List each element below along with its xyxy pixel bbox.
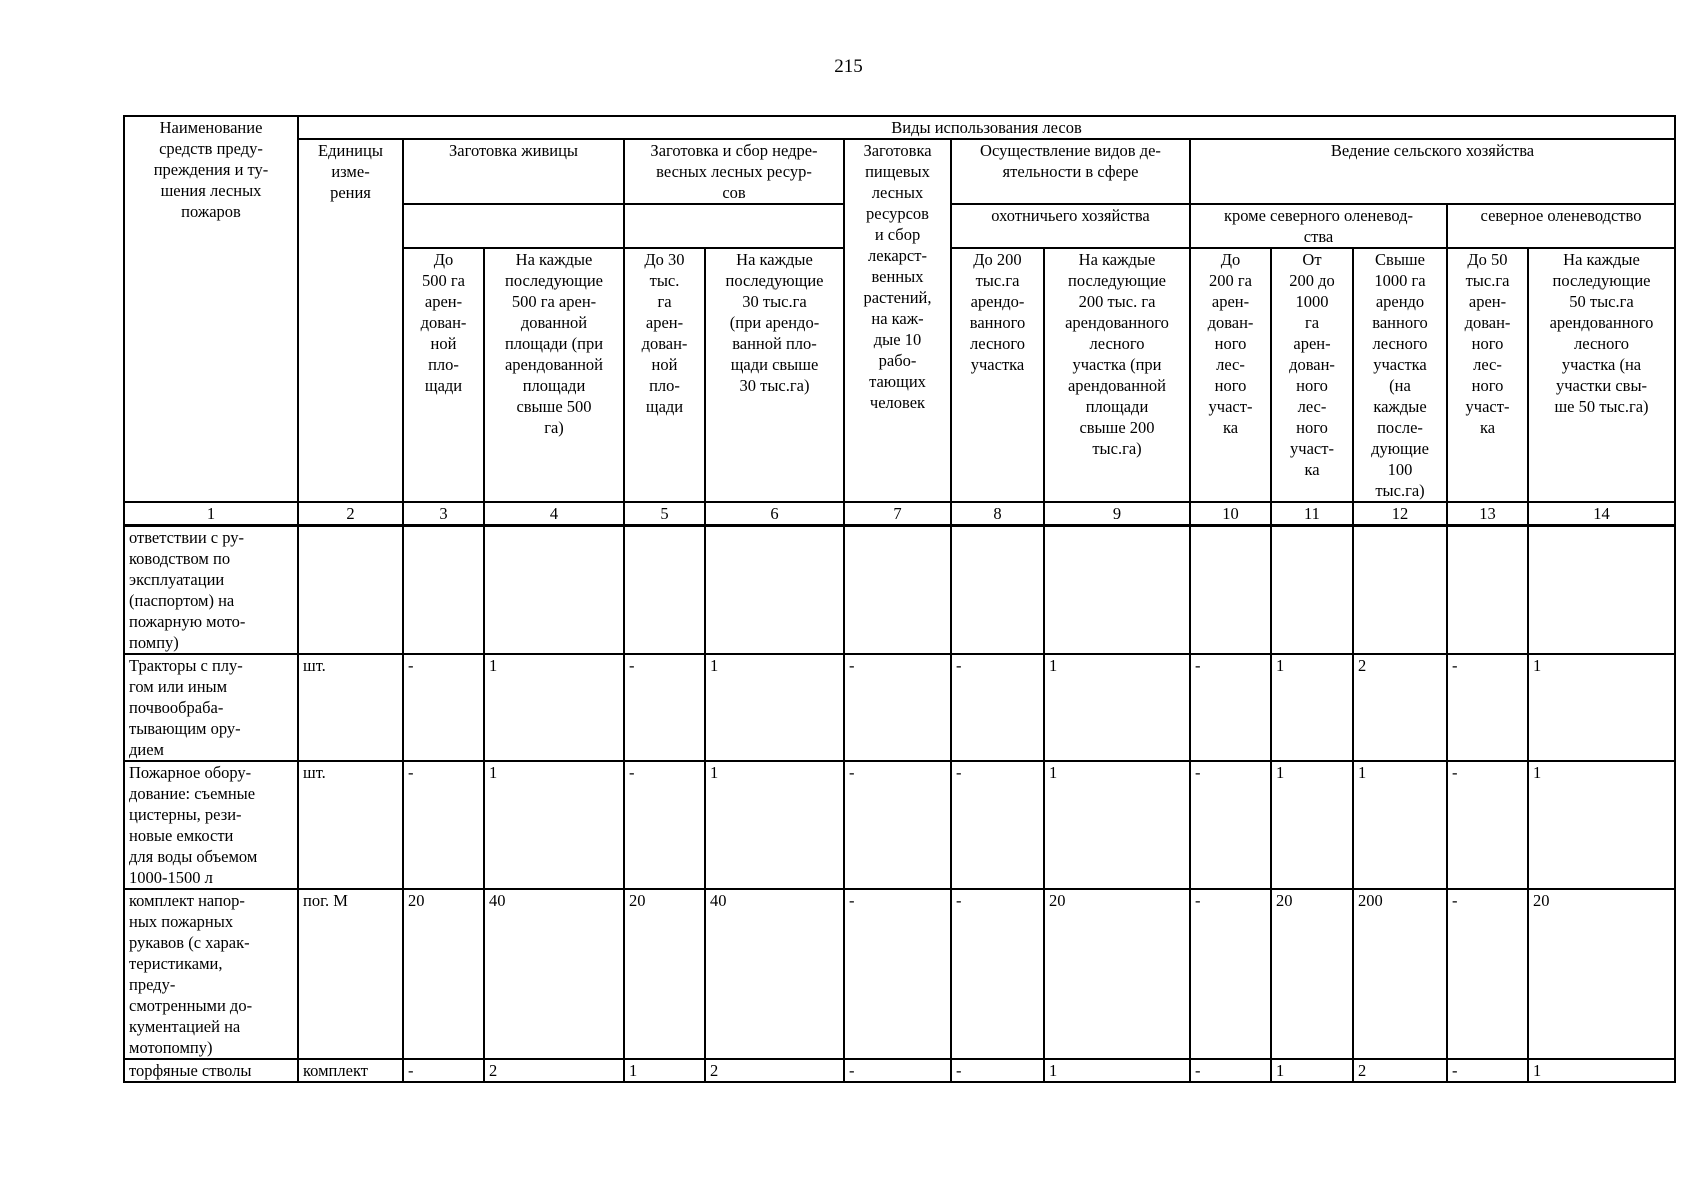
row-value: [705, 526, 844, 655]
row-value: 1: [1271, 654, 1353, 761]
row-value: [1190, 526, 1271, 655]
header-group-title: Виды использования лесов: [298, 116, 1675, 139]
header-nedrevesnye: Заготовка и сбор недре- весных лесных ресур- сов: [624, 139, 844, 204]
column-number: 10: [1190, 502, 1271, 526]
header-selkhoz: Ведение сельского хозяйства: [1190, 139, 1675, 204]
row-value: -: [844, 889, 951, 1059]
row-value: -: [951, 889, 1044, 1059]
header-sub-13: До 50 тыс.га арен- дован- ного лес- ного участ- ка: [1447, 248, 1528, 502]
column-number: 9: [1044, 502, 1190, 526]
row-name: Тракторы с плу- гом или иным почвообраба- тывающим ору- дием: [124, 654, 298, 761]
row-value: -: [403, 761, 484, 889]
column-number: 11: [1271, 502, 1353, 526]
row-value: 2: [1353, 1059, 1447, 1082]
table-row: [124, 654, 1675, 761]
row-value: -: [624, 761, 705, 889]
row-value: 20: [624, 889, 705, 1059]
column-number: 8: [951, 502, 1044, 526]
row-value: -: [1447, 889, 1528, 1059]
row-value: [484, 526, 624, 655]
row-name: ответствии с ру- ководством по эксплуатации (паспортом) на пожарную мото- помпу): [124, 526, 298, 655]
header-krome-olen: кроме северного оленевод- ства: [1190, 204, 1447, 248]
row-value: 200: [1353, 889, 1447, 1059]
table-row: [124, 526, 1675, 655]
row-value: -: [403, 654, 484, 761]
column-number: 6: [705, 502, 844, 526]
column-number: 1: [124, 502, 298, 526]
column-number: 2: [298, 502, 403, 526]
row-value: -: [951, 654, 1044, 761]
fire-equipment-table: [123, 115, 1676, 1083]
row-value: -: [1447, 761, 1528, 889]
row-unit: шт.: [298, 654, 403, 761]
header-sub-3: До 500 га арен- дован- ной пло- щади: [403, 248, 484, 502]
row-value: 1: [1271, 761, 1353, 889]
header-sub-12: Свыше 1000 га арендо ванного лесного участка (на каждые после- дующие 100 тыс.га): [1353, 248, 1447, 502]
column-number: 5: [624, 502, 705, 526]
row-value: [844, 526, 951, 655]
row-value: [403, 526, 484, 655]
row-name: Пожарное обору- дование: съемные цистерны, рези- новые емкости для воды объемом 1000-1500 л: [124, 761, 298, 889]
row-value: -: [951, 1059, 1044, 1082]
header-sub-11: От 200 до 1000 га арен- дован- ного лес- ного участ- ка: [1271, 248, 1353, 502]
row-unit: комплект: [298, 1059, 403, 1082]
row-value: 1: [1271, 1059, 1353, 1082]
row-value: 2: [484, 1059, 624, 1082]
header-units: Единицы изме- рения: [298, 139, 403, 502]
row-value: 1: [1044, 1059, 1190, 1082]
row-value: 20: [1271, 889, 1353, 1059]
header-name-col: Наименование средств преду- преждения и ту- шения лесных пожаров: [124, 116, 298, 502]
column-number: 13: [1447, 502, 1528, 526]
column-number: 7: [844, 502, 951, 526]
row-value: 2: [1353, 654, 1447, 761]
table-row: [124, 1059, 1675, 1082]
row-value: 2: [705, 1059, 844, 1082]
row-value: 40: [705, 889, 844, 1059]
row-value: [1528, 526, 1675, 655]
row-value: -: [951, 761, 1044, 889]
header-zhivitsa: Заготовка живицы: [403, 139, 624, 204]
row-value: -: [403, 1059, 484, 1082]
row-name: комплект напор- ных пожарных рукавов (с харак- теристиками, преду- смотренными до- кументацией на мотопомпу): [124, 889, 298, 1059]
row-value: 1: [1044, 761, 1190, 889]
header-sub-10: До 200 га арен- дован- ного лес- ного участ- ка: [1190, 248, 1271, 502]
header-sub-14: На каждые последующие 50 тыс.га арендованного лесного участка (на участки свы- ше 50 тыс.га): [1528, 248, 1675, 502]
row-value: [624, 526, 705, 655]
row-value: -: [844, 1059, 951, 1082]
row-value: [1044, 526, 1190, 655]
header-sub-8: До 200 тыс.га арендо- ванного лесного участка: [951, 248, 1044, 502]
row-value: 1: [705, 654, 844, 761]
row-value: -: [1447, 654, 1528, 761]
row-value: 20: [1528, 889, 1675, 1059]
row-value: -: [1190, 889, 1271, 1059]
row-value: 1: [1353, 761, 1447, 889]
row-value: 20: [1044, 889, 1190, 1059]
row-value: 1: [1528, 654, 1675, 761]
row-value: -: [1447, 1059, 1528, 1082]
row-value: 1: [624, 1059, 705, 1082]
row-value: -: [1190, 1059, 1271, 1082]
header-sub-4: На каждые последующие 500 га арен- дованной площади (при арендованной площади свыше 500 га): [484, 248, 624, 502]
row-value: 1: [484, 654, 624, 761]
row-value: -: [1190, 654, 1271, 761]
header-pishchevye: Заготовка пищевых лесных ресурсов и сбор лекарст- венных растений, на каж- дые 10 рабо- тающих человек: [844, 139, 951, 502]
row-value: 1: [705, 761, 844, 889]
table-row: [124, 889, 1675, 1059]
row-value: 1: [1528, 761, 1675, 889]
row-value: [1271, 526, 1353, 655]
header-olen: северное оленеводство: [1447, 204, 1675, 248]
row-value: 40: [484, 889, 624, 1059]
row-name: торфяные стволы: [124, 1059, 298, 1082]
header-sub-5: До 30 тыс. га арен- дован- ной пло- щади: [624, 248, 705, 502]
row-value: -: [1190, 761, 1271, 889]
row-value: 20: [403, 889, 484, 1059]
row-unit: [298, 526, 403, 655]
column-number: 14: [1528, 502, 1675, 526]
column-number: 4: [484, 502, 624, 526]
row-value: -: [844, 654, 951, 761]
header-okhota-top: Осуществление видов де- ятельности в сфере: [951, 139, 1190, 204]
row-value: 1: [484, 761, 624, 889]
column-number: 12: [1353, 502, 1447, 526]
row-value: 1: [1044, 654, 1190, 761]
row-unit: пог. М: [298, 889, 403, 1059]
row-value: [1353, 526, 1447, 655]
header-sub-6: На каждые последующие 30 тыс.га (при арендо- ванной пло- щади свыше 30 тыс.га): [705, 248, 844, 502]
row-value: [951, 526, 1044, 655]
header-okhota-bottom: охотничьего хозяйства: [951, 204, 1190, 248]
row-value: -: [624, 654, 705, 761]
row-value: [1447, 526, 1528, 655]
header-sub-9: На каждые последующие 200 тыс. га арендованного лесного участка (при арендованной площади свыше 200 тыс.га): [1044, 248, 1190, 502]
column-number: 3: [403, 502, 484, 526]
row-value: -: [844, 761, 951, 889]
table-row: [124, 761, 1675, 889]
row-unit: шт.: [298, 761, 403, 889]
page-number: 215: [834, 56, 863, 77]
row-value: 1: [1528, 1059, 1675, 1082]
